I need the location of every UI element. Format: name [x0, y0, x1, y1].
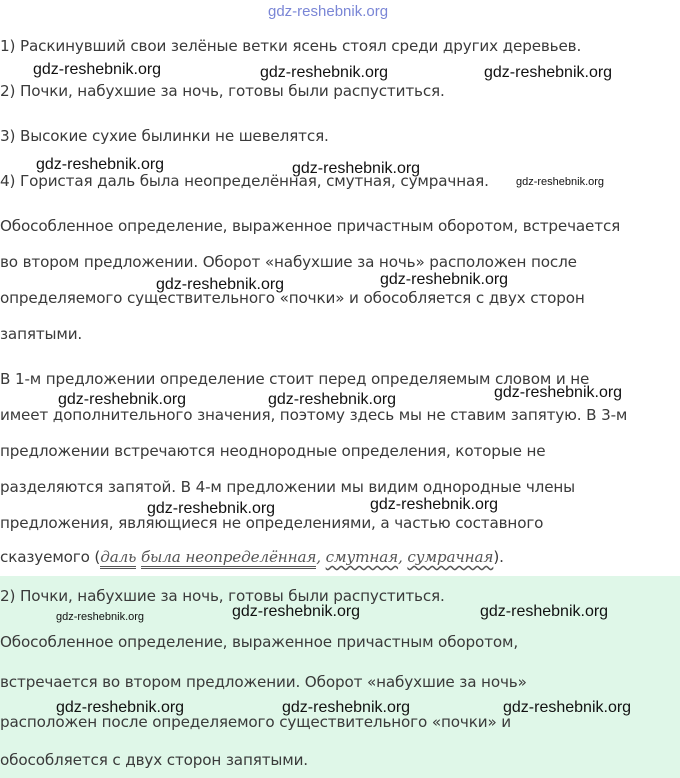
sentence-3: 3) Высокие сухие былинки не шевелятся.: [0, 127, 329, 145]
answer-line-4: обособляется с двух сторон запятыми.: [0, 751, 308, 769]
explanation2-line-2: имеет дополнительного значения, поэтому здесь мы не ставим запятую. В 3-м: [0, 406, 628, 424]
predicate-suffix: ).: [493, 548, 504, 566]
watermark: gdz-reshebnik.org: [484, 64, 613, 81]
predicate-prefix: сказуемого (: [0, 548, 101, 566]
watermark: gdz-reshebnik.org: [232, 603, 361, 620]
explanation1-line-3: определяемого существительного «почки» и обособляется с двух сторон: [0, 289, 585, 307]
watermark-top: gdz-reshebnik.org: [268, 3, 389, 20]
explanation2-line-1: В 1-м предложении определение стоит перед определяемым словом и не: [0, 370, 590, 388]
explanation1-line-2: во втором предложении. Оборот «набухшие за ночь» расположен после: [0, 253, 577, 271]
watermark: gdz-reshebnik.org: [503, 699, 632, 716]
predicate-part-3: сумрачная: [407, 548, 494, 566]
explanation2-line-4: разделяются запятой. В 4-м предложении мы видим однородные члены: [0, 478, 576, 496]
sentence-2: 2) Почки, набухшие за ночь, готовы были распуститься.: [0, 82, 445, 100]
watermark: gdz-reshebnik.org: [380, 271, 509, 288]
predicate-example-line: [0, 547, 504, 567]
subject-word: даль: [100, 548, 136, 569]
predicate-part-2: смутная: [325, 548, 399, 566]
watermark: gdz-reshebnik.org: [370, 496, 499, 513]
watermark: gdz-reshebnik.org: [56, 611, 145, 623]
explanation2-line-3: предложении встречаются неоднородные определения, которые не: [0, 442, 546, 460]
watermark: gdz-reshebnik.org: [260, 64, 389, 81]
watermark: gdz-reshebnik.org: [292, 160, 421, 177]
answer-sentence: 2) Почки, набухшие за ночь, готовы были распуститься.: [0, 587, 445, 605]
watermark: gdz-reshebnik.org: [147, 500, 276, 517]
watermark: gdz-reshebnik.org: [282, 699, 411, 716]
watermark: gdz-reshebnik.org: [494, 384, 623, 401]
predicate-comma-2: ,: [398, 548, 403, 566]
watermark: gdz-reshebnik.org: [33, 61, 162, 78]
explanation1-line-1: Обособленное определение, выраженное причастным оборотом, встречается: [0, 217, 621, 235]
explanation2-line-5: предложения, являющиеся не определениями, а частью составного: [0, 514, 544, 532]
watermark: gdz-reshebnik.org: [36, 156, 165, 173]
sentence-1: 1) Раскинувший свои зелёные ветки ясень стоял среди других деревьев.: [0, 37, 582, 55]
watermark: gdz-reshebnik.org: [480, 603, 609, 620]
answer-line-3: расположен после определяемого существительного «почки» и: [0, 713, 511, 731]
watermark: gdz-reshebnik.org: [56, 699, 185, 716]
watermark: gdz-reshebnik.org: [268, 391, 397, 408]
answer-line-2: встречается во втором предложении. Оборот «набухшие за ночь»: [0, 673, 527, 691]
predicate-part-1: была неопределённая: [141, 548, 316, 569]
watermark: gdz-reshebnik.org: [58, 391, 187, 408]
sentence-4: 4) Гористая даль была неопределённая, смутная, сумрачная.: [0, 172, 489, 190]
predicate-comma-1: ,: [316, 548, 321, 566]
watermark: gdz-reshebnik.org: [516, 176, 605, 188]
watermark: gdz-reshebnik.org: [156, 276, 285, 293]
answer-line-1: Обособленное определение, выраженное причастным оборотом,: [0, 633, 519, 651]
explanation1-line-4: запятыми.: [0, 325, 83, 343]
